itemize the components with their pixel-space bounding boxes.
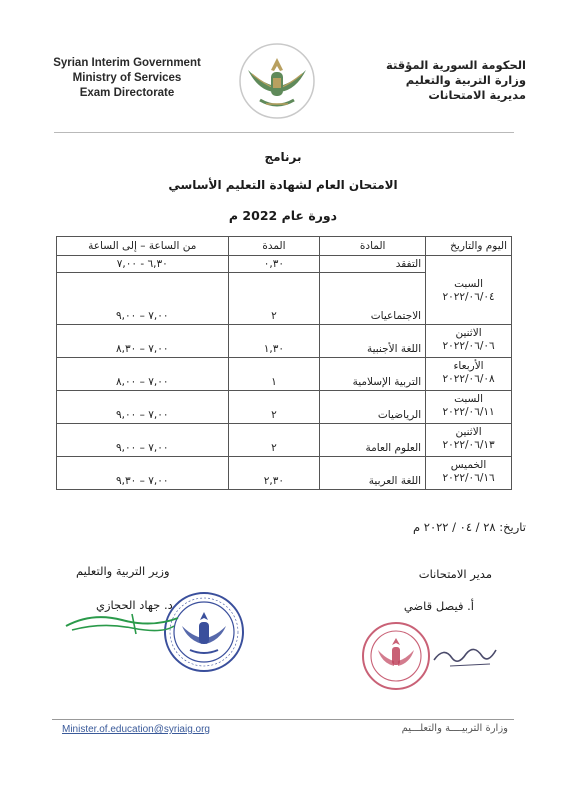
table-row xyxy=(57,256,512,273)
time-cell: ٧,٠٠ – ٨,٠٠ xyxy=(57,358,229,391)
footer-email-link[interactable]: Minister.of.education@syriaig.org xyxy=(62,724,210,735)
minister-signature-icon xyxy=(62,608,182,636)
subject-cell: الرياضيات xyxy=(320,391,426,424)
day-cell xyxy=(426,391,512,424)
day-cell xyxy=(426,457,512,490)
footer-ministry-name: وزارة التربيــــة والتعلـــيم xyxy=(401,723,508,734)
duration-cell: ٢ xyxy=(228,391,320,424)
subject-cell: التربية الإسلامية xyxy=(320,358,426,391)
header-duration: المدة xyxy=(228,237,320,256)
duration-cell: ٢ xyxy=(228,424,320,457)
header-en-line-3: Exam Directorate xyxy=(79,87,175,99)
table-row xyxy=(57,325,512,358)
day-name: الأربعاء xyxy=(453,360,484,372)
exam-director-signature-icon xyxy=(430,636,500,672)
day-date: ٢٠٢٢/٠٦/١١ xyxy=(442,406,495,418)
day-date: ٢٠٢٢/٠٦/٠٦ xyxy=(442,340,495,352)
duration-cell: ٢ xyxy=(228,273,320,325)
day-date: ٢٠٢٢/٠٦/١٣ xyxy=(442,439,495,451)
header-ar-line-2: وزارة التربية والتعليم xyxy=(405,73,526,87)
header-en-line-2: Ministry of Services xyxy=(72,72,182,84)
day-name: الاثنين xyxy=(455,426,482,438)
table-row xyxy=(57,424,512,457)
header-ar-line-3: مديرية الامتحانات xyxy=(428,88,526,102)
eagle-logo-icon xyxy=(236,40,318,122)
subject-cell: الاجتماعيات xyxy=(320,273,426,325)
title-session: دورة عام 2022 م xyxy=(228,208,338,223)
time-cell: ٦,٣٠ - ٧,٠٠ xyxy=(57,256,229,273)
day-name: السبت xyxy=(454,278,484,290)
day-date: ٢٠٢٢/٠٦/٠٤ xyxy=(442,291,495,303)
table-row xyxy=(57,391,512,424)
minister-name: د. جهاد الحجازي xyxy=(96,598,173,612)
header-en-line-1: Syrian Interim Government xyxy=(53,57,201,69)
title-program: برنامج xyxy=(264,150,302,164)
subject-cell: اللغة الأجنبية xyxy=(320,325,426,358)
header-subject: المادة xyxy=(320,237,426,256)
subject-cell: العلوم العامة xyxy=(320,424,426,457)
document-date: تاريخ: ٢٨ / ٠٤ / ٢٠٢٢ م xyxy=(412,520,526,534)
duration-cell: ٠,٣٠ xyxy=(228,256,320,273)
day-date: ٢٠٢٢/٠٦/٠٨ xyxy=(442,373,495,385)
subject-cell: اللغة العربية xyxy=(320,457,426,490)
header-time: من الساعة – إلى الساعة xyxy=(57,237,229,256)
time-cell: ٧,٠٠ – ٨,٣٠ xyxy=(57,325,229,358)
day-cell xyxy=(426,358,512,391)
exam-directorate-stamp-icon xyxy=(360,620,432,692)
exam-director-name: أ. فيصل قاضي xyxy=(403,599,474,613)
header-divider xyxy=(54,132,514,133)
exam-director-title: مدير الامتحانات xyxy=(418,567,492,581)
day-date: ٢٠٢٢/٠٦/١٦ xyxy=(442,472,495,484)
day-name: الاثنين xyxy=(455,327,482,339)
duration-cell: ٢,٣٠ xyxy=(228,457,320,490)
exam-schedule-table xyxy=(56,236,512,490)
time-cell: ٧,٠٠ – ٩,٣٠ xyxy=(57,457,229,490)
minister-title: وزير التربية والتعليم xyxy=(76,564,170,578)
footer-divider xyxy=(52,719,514,720)
table-row xyxy=(57,457,512,490)
header-arabic xyxy=(356,58,526,103)
day-cell xyxy=(426,256,512,325)
day-cell xyxy=(426,424,512,457)
day-name: السبت xyxy=(454,393,484,405)
time-cell: ٧,٠٠ – ٩,٠٠ xyxy=(57,424,229,457)
duration-cell: ١ xyxy=(228,358,320,391)
time-cell: ٧,٠٠ – ٩,٠٠ xyxy=(57,391,229,424)
header-ar-line-1: الحكومة السورية المؤقتة xyxy=(385,58,526,72)
duration-cell: ١,٣٠ xyxy=(228,325,320,358)
day-name: الخميس xyxy=(450,459,487,471)
time-cell: ٧,٠٠ – ٩,٠٠ xyxy=(57,273,229,325)
title-exam: الامتحان العام لشهادة التعليم الأساسي xyxy=(168,178,398,192)
table-row xyxy=(57,358,512,391)
table-header-row xyxy=(57,237,512,256)
header-day-date: اليوم والتاريخ xyxy=(426,237,512,256)
header-english xyxy=(42,56,212,101)
subject-cell: التفقد xyxy=(320,256,426,273)
day-cell xyxy=(426,325,512,358)
